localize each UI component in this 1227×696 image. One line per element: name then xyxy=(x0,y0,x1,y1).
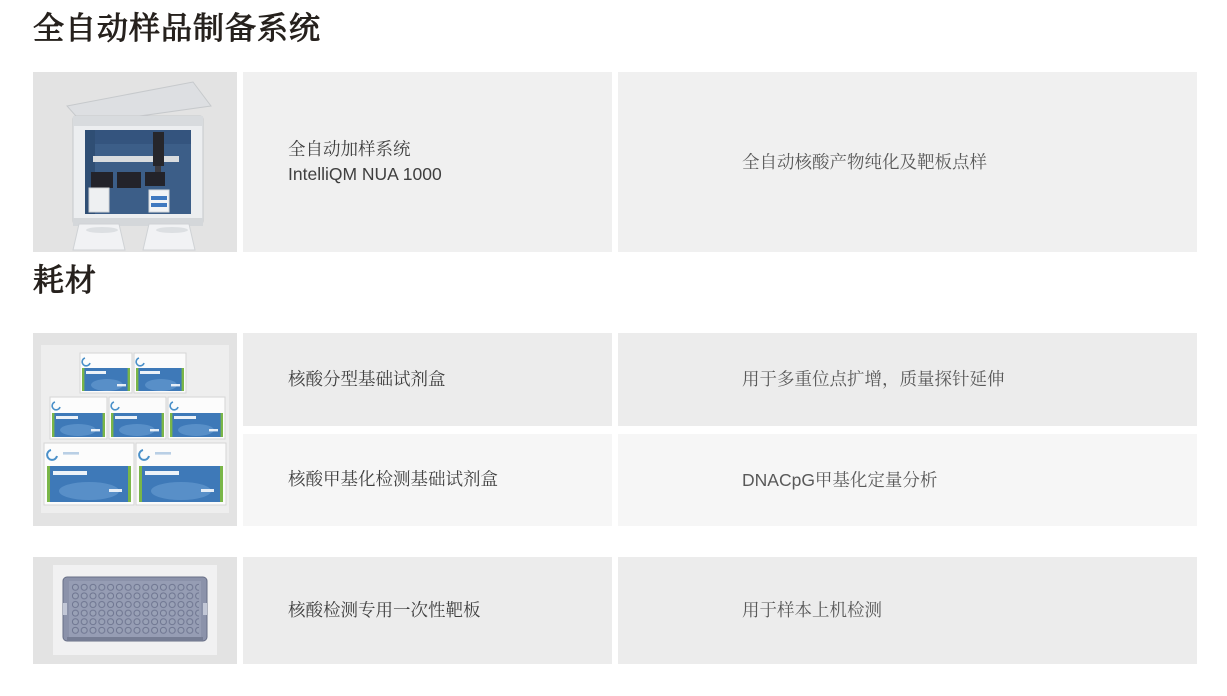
product-name-cell xyxy=(243,333,612,426)
kit-box xyxy=(136,443,226,505)
kit-box xyxy=(80,353,132,393)
consumables-table xyxy=(33,333,1197,526)
product-name: 核酸甲基化检测基础试剂盒 xyxy=(288,469,498,490)
product-name-cell xyxy=(243,557,612,664)
product-description: 用于多重位点扩增，质量探针延伸 xyxy=(742,369,1005,389)
kit-box xyxy=(168,397,225,439)
kit-box xyxy=(44,443,134,505)
section-heading-consumables: 耗材 xyxy=(33,263,97,298)
product-description-cell xyxy=(618,434,1197,527)
table-row xyxy=(243,333,1197,426)
product-name-cell xyxy=(243,434,612,527)
product-name-cell xyxy=(243,72,612,252)
product-description-cell xyxy=(618,557,1197,664)
product-name: 全自动加样系统 xyxy=(288,138,411,159)
table-row xyxy=(243,434,1197,527)
kit-box xyxy=(109,397,166,439)
target-plate-table xyxy=(33,557,1197,664)
product-description: 全自动核酸产物纯化及靶板点样 xyxy=(742,151,987,172)
consumables-rows xyxy=(243,333,1197,526)
product-image-cell xyxy=(33,72,237,252)
reagent-kit-boxes-photo xyxy=(33,333,237,526)
product-name: 核酸检测专用一次性靶板 xyxy=(288,599,481,620)
product-description: DNACpG甲基化定量分析 xyxy=(742,469,938,490)
product-model: IntelliQM NUA 1000 xyxy=(288,164,442,184)
system-product-table xyxy=(33,72,1197,252)
disposable-target-plate-photo xyxy=(33,557,237,664)
kit-box xyxy=(134,353,186,393)
product-image-cell xyxy=(33,333,237,526)
product-image-cell xyxy=(33,557,237,664)
product-description-cell xyxy=(618,333,1197,426)
intelliqm-instrument-photo xyxy=(33,72,237,252)
product-description: 用于样本上机检测 xyxy=(742,600,882,621)
kit-box xyxy=(50,397,107,439)
product-description-cell xyxy=(618,72,1197,252)
section-heading-system: 全自动样品制备系统 xyxy=(33,11,321,46)
product-name: 核酸分型基础试剂盒 xyxy=(288,368,446,389)
